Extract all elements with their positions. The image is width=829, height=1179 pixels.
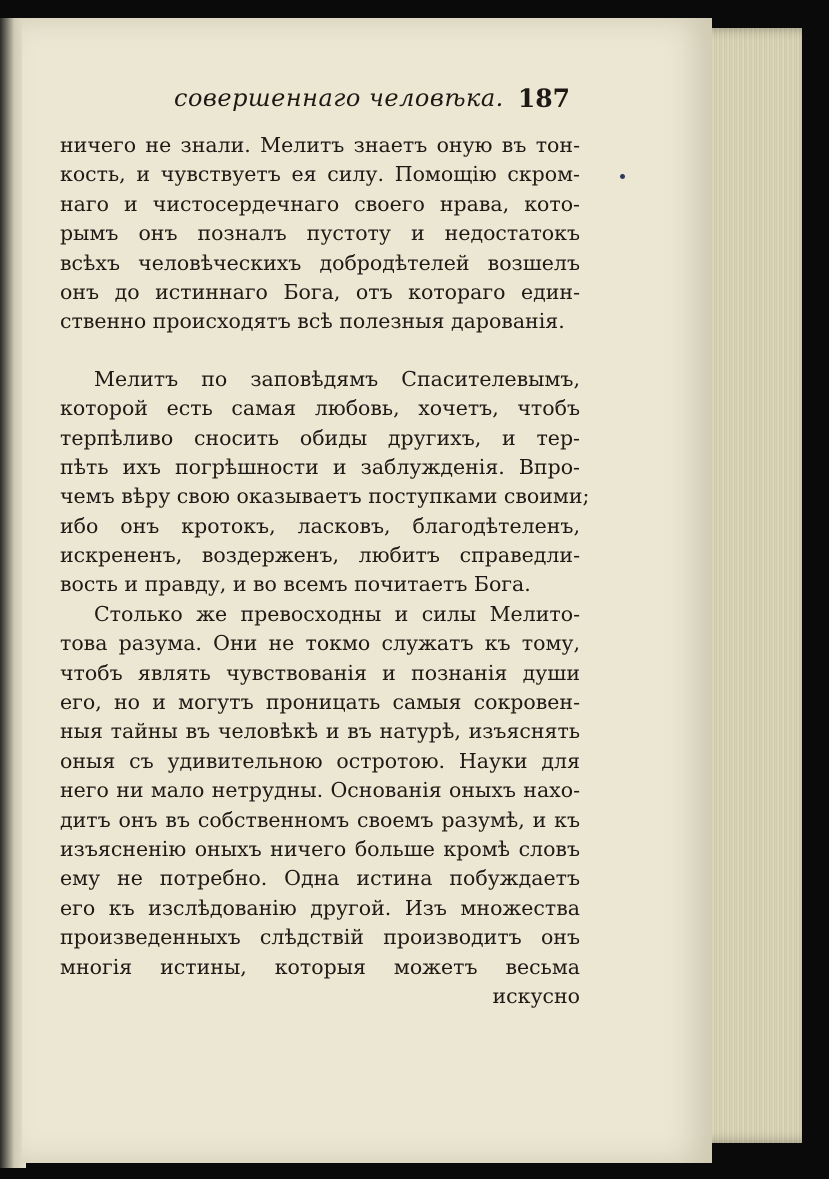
text-line: многія истины, которыя можетъ весьма <box>60 954 580 979</box>
text-line: изъясненію оныхъ ничего больше кромѣ словъ <box>60 836 580 861</box>
text-line: его къ изслѣдованію другой. Изъ множества <box>60 895 580 920</box>
text-line: ничего не знали. Мелитъ знаетъ оную въ тон- <box>60 133 580 157</box>
text-line: ему не потребно. Одна истина побуждаетъ <box>60 866 580 891</box>
text-line: онъ до истиннаго Бога, отъ котораго един- <box>60 279 580 304</box>
paragraph-gap <box>60 337 580 365</box>
text-line: него ни мало нетрудны. Основанія оныхъ нахо- <box>60 778 580 803</box>
text-line: чтобъ являть чувствованія и познанія души <box>60 660 580 685</box>
text-line: това разума. Они не токмо служатъ къ тому, <box>60 631 580 656</box>
text-line: Столько же превосходны и силы Мелито- <box>94 601 580 626</box>
text-line: терпѣливо сносить обиды другихъ, и тер- <box>60 425 580 450</box>
text-line: искрененъ, воздерженъ, любитъ справедли- <box>60 543 580 568</box>
text-line: наго и чистосердечнаго своего нрава, кото- <box>60 191 580 216</box>
text-line: ственно происходятъ всѣ полезныя дарованія. <box>60 309 565 334</box>
text-line: ныя тайны въ человѣкѣ и въ натурѣ, изъяснять <box>60 719 580 744</box>
running-head: совершеннаго человѣка. <box>174 84 504 112</box>
text-line: произведенныхъ слѣдствій производитъ онъ <box>60 925 580 950</box>
text-line: кость, и чувствуетъ ея силу. Помощію скром- <box>60 162 580 187</box>
text-line: вость и правду, и во всемъ почитаетъ Бога. <box>60 572 531 597</box>
text-line: рымъ онъ позналъ пустоту и недостатокъ <box>60 221 580 246</box>
page-number: 187 <box>517 84 570 113</box>
body-text <box>60 131 590 1011</box>
text-line: пѣть ихъ погрѣшности и заблужденія. Впро- <box>60 454 580 479</box>
ink-dot <box>620 174 625 179</box>
text-line: чемъ вѣру свою оказываетъ поступками своими; <box>60 484 590 509</box>
text-line: ибо онъ кротокъ, ласковъ, благодѣтеленъ, <box>60 513 580 538</box>
page-header <box>170 84 570 118</box>
text-line: дитъ онъ въ собственномъ своемъ разумѣ, и къ <box>60 807 580 832</box>
text-line: его, но и могутъ проницать самыя сокровен- <box>60 690 580 715</box>
text-line: оныя съ удивительною остротою. Науки для <box>60 748 580 773</box>
catchword: искусно <box>492 983 580 1008</box>
text-line: всѣхъ человѣческихъ добродѣтелей возшелъ <box>60 250 580 275</box>
text-line: Мелитъ по заповѣдямъ Спасителевымъ, <box>94 366 580 391</box>
text-line: которой есть самая любовь, хочетъ, чтобъ <box>60 396 580 421</box>
